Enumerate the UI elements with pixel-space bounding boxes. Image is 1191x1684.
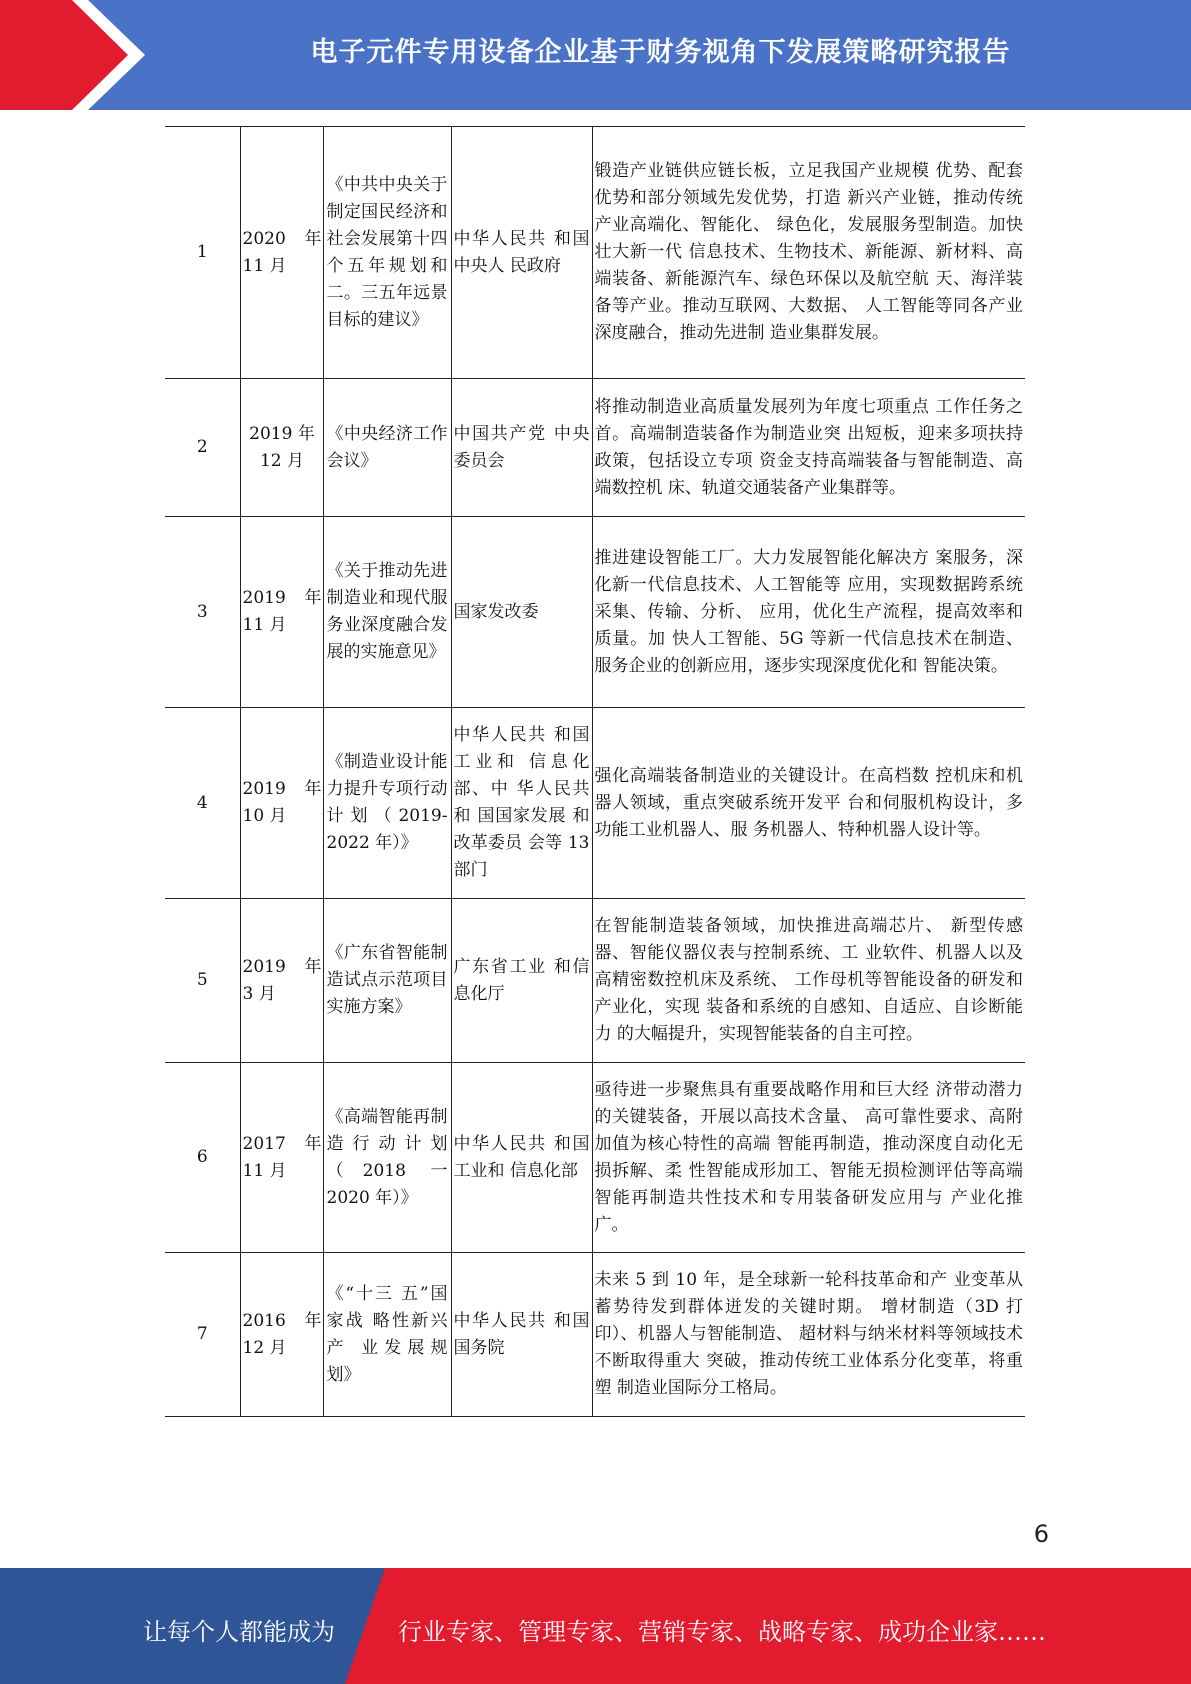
footer-slogan-left: 让每个人都能成为 <box>143 1618 335 1646</box>
table-row <box>165 517 1025 708</box>
row-number: 7 <box>165 1253 240 1417</box>
policy-table <box>165 126 1025 1417</box>
table-row <box>165 1253 1025 1417</box>
row-document: 《中共中央关于制定国民经济和社会发展第十四个五年规划和二。三五年远景目标的建议》 <box>323 127 451 379</box>
row-number: 5 <box>165 899 240 1063</box>
row-content: 将推动制造业高质量发展列为年度七项重点 工作任务之首。高端制造装备作为制造业突 出短板，迎来多项扶持政策，包括设立专项 资金支持高端装备与智能制造、高端数控机 床、轨道交通装备产业集群等。 <box>594 396 1023 498</box>
row-date: 2016 年 12 月 <box>240 1253 323 1417</box>
row-number: 3 <box>165 517 240 708</box>
table-row <box>165 1063 1025 1253</box>
header-red-arrow-graphic <box>0 0 160 110</box>
row-document: 《关于推动先进制造业和现代服务业深度融合发展的实施意见》 <box>323 517 451 708</box>
row-date: 2019 年 12 月 <box>240 379 323 517</box>
row-document: 《高端智能再制造行动计划（2018 一 2020 年）》 <box>323 1063 451 1253</box>
row-number: 1 <box>165 127 240 379</box>
page-footer <box>0 1568 1191 1684</box>
table-row <box>165 127 1025 379</box>
row-date: 2017 年 11 月 <box>240 1063 323 1253</box>
footer-slogan-right: 行业专家、管理专家、营销专家、战略专家、成功企业家…… <box>398 1618 1046 1646</box>
row-date: 2020 年 11 月 <box>240 127 323 379</box>
row-number: 6 <box>165 1063 240 1253</box>
row-date: 2019 年 3 月 <box>240 899 323 1063</box>
report-title: 电子元件专用设备企业基于财务视角下发展策略研究报告 <box>310 37 1011 68</box>
page-header <box>0 0 1191 110</box>
row-content: 推进建设智能工厂。大力发展智能化解决方 案服务，深化新一代信息技术、人工智能等 应用，实现数据跨系统采集、传输、分析、 应用，优化生产流程，提高效率和质量。加 快人工智能、5G 等新一代信息技术在制造、 服务企业的创新应用，逐步实现深度优化和 智能决策。 <box>594 547 1023 676</box>
row-number: 2 <box>165 379 240 517</box>
row-number: 4 <box>165 708 240 899</box>
row-issuer: 中国共产党 中央委员会 <box>451 379 592 517</box>
row-content: 未来 5 到 10 年，是全球新一轮科技革命和产 业变革从蓄势待发到群体迸发的关键时期。 增材制造（3D 打印）、机器人与智能制造、 超材料与纳米材料等领域技术不断取得重大 突破，推动传统工业体系分化变革，将重塑 制造业国际分工格局。 <box>594 1270 1023 1398</box>
page-number: 6 <box>1033 1520 1049 1548</box>
row-content: 强化高端装备制造业的关键设计。在高档数 控机床和机器人领域，重点突破系统开发平 台和伺服机构设计，多功能工业机器人、服 务机器人、特种机器人设计等。 <box>594 765 1023 840</box>
row-issuer: 广东省工业 和信息化厅 <box>451 899 592 1063</box>
row-document: 《“十三 五”国家战 略性新兴产 业发展规 划》 <box>323 1253 451 1417</box>
row-issuer: 中华人民共 和国工业和 信息化部 <box>451 1063 592 1253</box>
row-issuer: 中华人民共 和国工业和 信息化部、中 华人民共和 国国家发展 和改革委员 会等 13 部门 <box>451 708 592 899</box>
row-document: 《中央经济工作会议》 <box>323 379 451 517</box>
row-content: 亟待进一步聚焦具有重要战略作用和巨大经 济带动潜力的关键装备，开展以高技术含量、 高可靠性要求、高附加值为核心特性的高端 智能再制造，推动深度自动化无损拆解、柔 性智能成形加工、智能无损检测评估等高端 智能再制造共性技术和专用装备研发应用与 产业化推广。 <box>594 1079 1023 1235</box>
row-issuer: 中华人民共 和国国务院 <box>451 1253 592 1417</box>
row-document: 《广东省智能制造试点示范项目实施方案》 <box>323 899 451 1063</box>
row-content: 在智能制造装备领域，加快推进高端芯片、 新型传感器、智能仪器仪表与控制系统、工 业软件、机器人以及高精密数控机床及系统、 工作母机等智能设备的研发和产业化，实现 装备和系统的自感知、自适应、自诊断能力 的大幅提升，实现智能装备的自主可控。 <box>594 916 1023 1044</box>
table-row <box>165 899 1025 1063</box>
row-content: 锻造产业链供应链长板，立足我国产业规模 优势、配套优势和部分领域先发优势，打造 新兴产业链，推动传统产业高端化、智能化、 绿色化，发展服务型制造。加快壮大新一代 信息技术、生物技术、新能源、新材料、高 端装备、新能源汽车、绿色环保以及航空航 天、海洋装备等产业。推动互联网、大数据、 人工智能等同各产业深度融合，推动先进制 造业集群发展。 <box>594 161 1023 343</box>
table-row <box>165 708 1025 899</box>
row-date: 2019 年 10 月 <box>240 708 323 899</box>
table-row <box>165 379 1025 517</box>
row-date: 2019 年 11 月 <box>240 517 323 708</box>
row-document: 《制造业设计能力提升专项行动计划（2019-2022 年）》 <box>323 708 451 899</box>
row-issuer: 国家发改委 <box>451 517 592 708</box>
row-issuer: 中华人民共 和国中央人 民政府 <box>451 127 592 379</box>
